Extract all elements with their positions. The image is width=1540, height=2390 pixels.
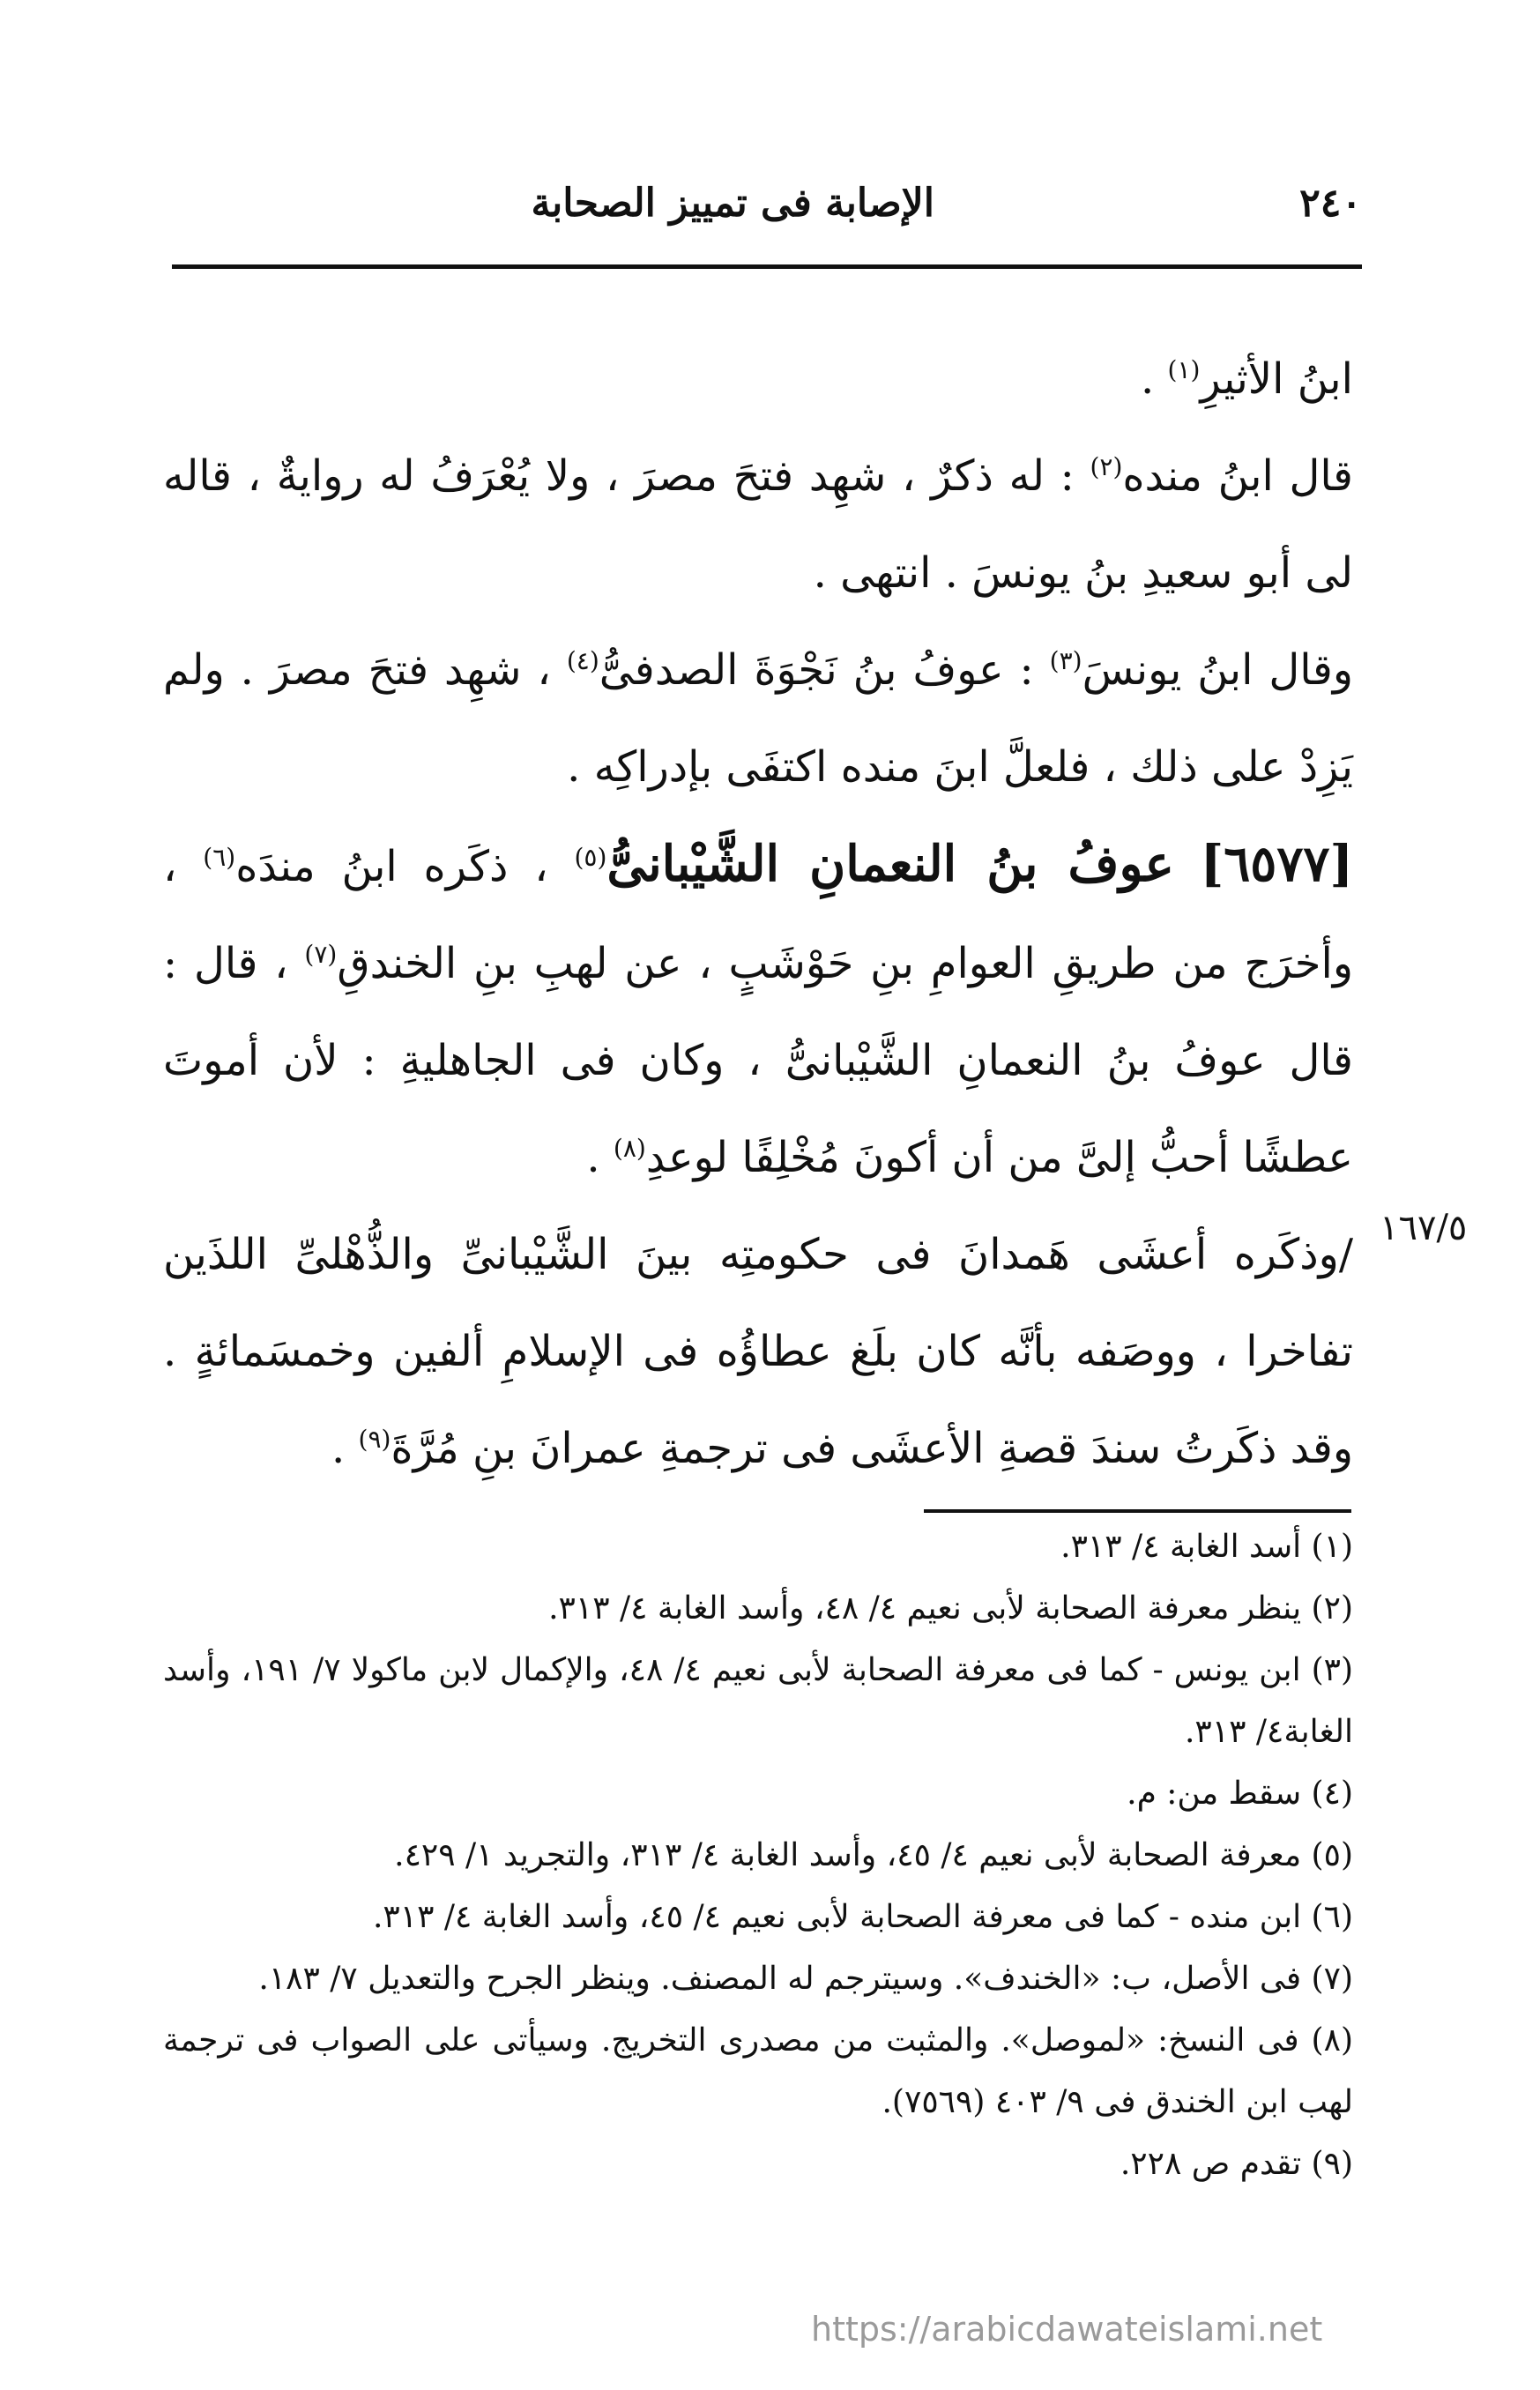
entry-name: عوفُ بنُ النعمانِ الشَّيْبانىُّ xyxy=(606,835,1174,893)
footnote-3: (٣) ابن يونس - كما فى معرفة الصحابة لأبى نعيم ٤/ ٤٨، والإكمال لابن ماكولا ٧/ ١٩١، وأسد الغابة٤/ ٣١٣. xyxy=(163,1652,1354,1750)
footnote-ref-7: (٧) xyxy=(304,940,338,969)
footnote-ref-5: (٥) xyxy=(574,843,607,872)
running-title: الإصابة فى تمييز الصحابة xyxy=(531,181,934,226)
header-rule xyxy=(172,264,1362,269)
paragraph-2 xyxy=(163,428,1353,622)
footnotes xyxy=(163,1516,1353,2195)
watermark-url: https://arabicdawateislami.net xyxy=(811,2310,1323,2349)
footnote-ref-1: (١) xyxy=(1167,355,1201,384)
main-text xyxy=(163,331,1353,1497)
entry-text-d: . xyxy=(586,1133,614,1182)
paragraph-3-text-a: وقال ابنُ يونسَ xyxy=(1082,645,1354,695)
page-number: ٢٤٠ xyxy=(1299,181,1362,226)
footnote-6: (٦) ابن منده - كما فى معرفة الصحابة لأبى نعيم ٤/ ٤٥، وأسد الغابة ٤/ ٣١٣. xyxy=(372,1899,1353,1935)
paragraph-5-end: . xyxy=(331,1424,359,1473)
paragraph-2-text-a: قال ابنُ منده xyxy=(1122,451,1353,501)
paragraph-3 xyxy=(163,622,1353,815)
paragraph-1 xyxy=(163,331,1353,428)
footnote-ref-2: (٢) xyxy=(1090,452,1123,481)
margin-reference: ١٦٧/٥ xyxy=(1380,1208,1468,1248)
entry-text-b: ، وأخرَج من طريقِ العوامِ بنِ حَوْشَبٍ ، عن لهبِ بنِ الخندقِ xyxy=(163,842,1353,988)
entry-text-c: ، قال : قال عوفُ بنُ النعمانِ الشَّيْبانىُّ ، وكان فى الجاهليةِ : لأن أموتَ عطشًا أحبُّ إلىَّ من أن أكونَ مُخْلِفًا لوعدِ xyxy=(163,939,1354,1182)
paragraph-3-text-b: : عوفُ بنُ نَجْوَةَ الصدفىُّ xyxy=(599,645,1050,695)
footnote-7: (٧) فى الأصل، ب: «الخندف». وسيترجم له المصنف. وينظر الجرح والتعديل ٧/ ١٨٣. xyxy=(258,1961,1353,1997)
entry-text-a: ، ذكَره ابنُ مندَه xyxy=(235,842,575,891)
footnote-ref-3: (٣) xyxy=(1049,646,1082,675)
footnote-8: (٨) فى النسخ: «لموصل». والمثبت من مصدرى التخريج. وسيأتى على الصواب فى ترجمة لهب ابن الخندق فى ٩/ ٤٠٣ (٧٥٦٩). xyxy=(163,2022,1353,2120)
footnote-ref-8: (٨) xyxy=(613,1134,646,1163)
paragraph-5 xyxy=(163,1206,1353,1497)
paragraph-5-text: /وذكَره أعشَى هَمدانَ فى حكومتِه بينَ الشَّيْبانىِّ والذُّهْلىِّ اللذَين تفاخرا ، ووصَفه بأنَّه كان بلَغ عطاؤُه فى الإسلامِ ألفين وخمسَمائةٍ . وقد ذكَرتُ سندَ قصةِ الأعشَى فى ترجمةِ عمرانَ بنِ مُرَّةَ xyxy=(163,1230,1353,1473)
paragraph-3-text-c: ، شهِد فتحَ مصرَ . ولم يَزِدْ على ذلك ، فلعلَّ ابنَ منده اكتفَى بإدراكِه . xyxy=(163,645,1353,792)
paragraph-1-text: ابنُ الأثيرِ xyxy=(1200,354,1353,404)
footnote-5: (٥) معرفة الصحابة لأبى نعيم ٤/ ٤٥، وأسد الغابة ٤/ ٣١٣، والتجريد ١/ ٤٢٩. xyxy=(394,1837,1353,1873)
footnote-ref-9: (٩) xyxy=(358,1425,391,1454)
footnote-ref-4: (٤) xyxy=(566,646,599,675)
footnote-4: (٤) سقط من: م. xyxy=(1127,1776,1353,1812)
footnote-rule xyxy=(924,1509,1351,1513)
paragraph-2-text-b: : له ذكرٌ ، شهِد فتحَ مصرَ ، ولا يُعْرَفُ له روايةٌ ، قاله لى أبو سعيدِ بنُ يونسَ . انتهى . xyxy=(163,451,1353,598)
paragraph-1-end: . xyxy=(1141,354,1168,404)
entry-paragraph xyxy=(163,815,1353,1206)
footnote-9: (٩) تقدم ص ٢٢٨. xyxy=(1120,2146,1353,2182)
footnote-2: (٢) ينظر معرفة الصحابة لأبى نعيم ٤/ ٤٨، وأسد الغابة ٤/ ٣١٣. xyxy=(548,1590,1353,1627)
footnote-ref-6: (٦) xyxy=(203,843,236,872)
footnote-1: (١) أسد الغابة ٤/ ٣١٣. xyxy=(1060,1529,1353,1565)
page-header xyxy=(172,181,1362,242)
entry-number: [٦٥٧٧] xyxy=(1200,835,1353,893)
